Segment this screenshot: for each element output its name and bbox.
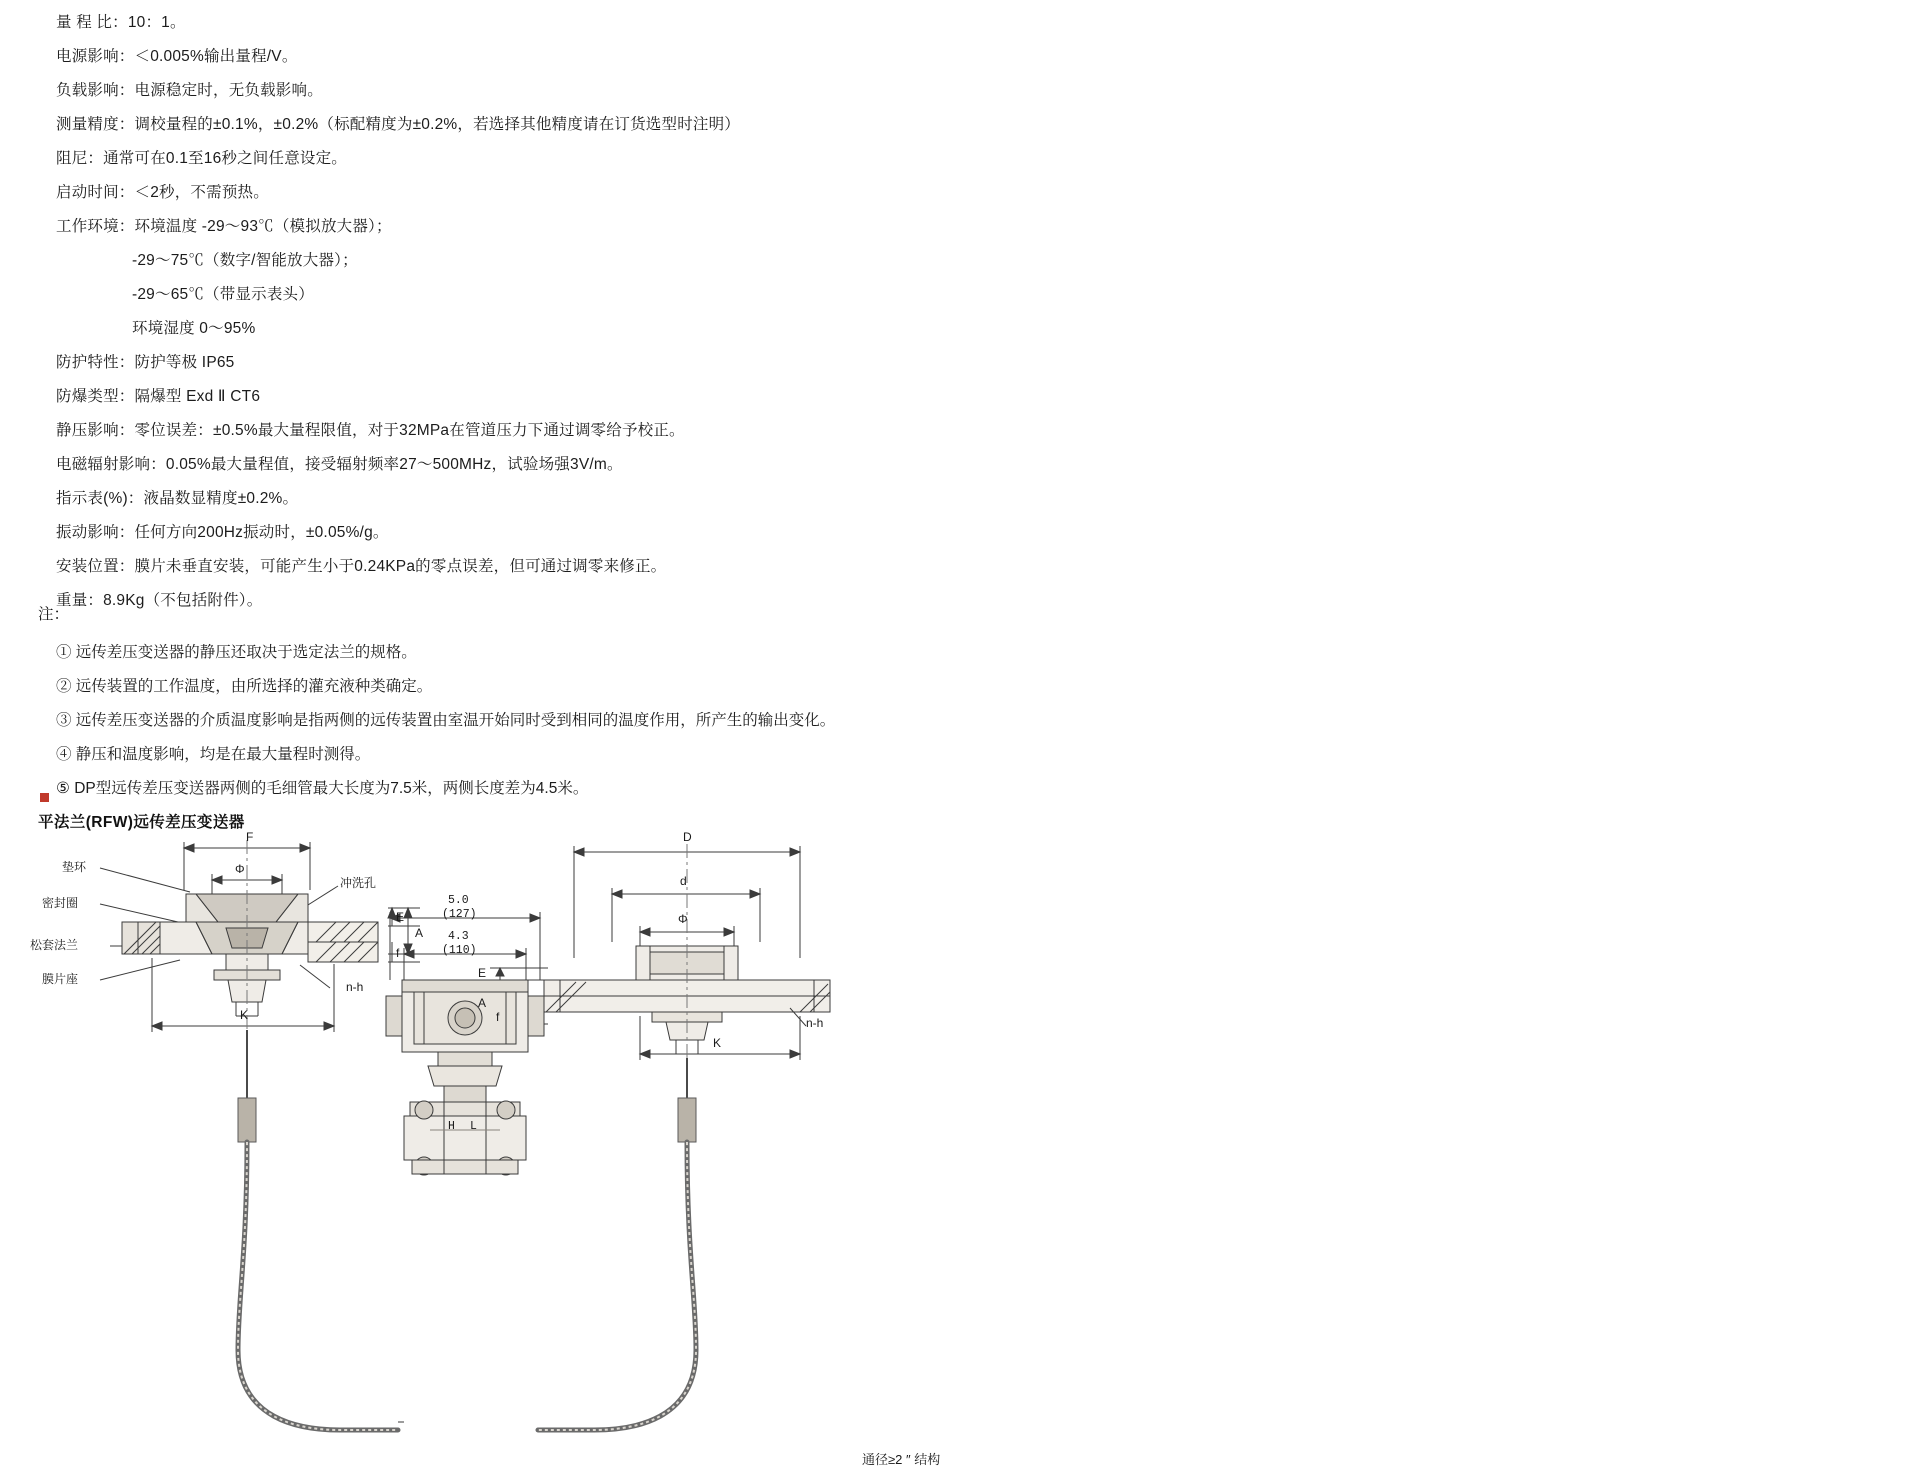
dimension-label: 5.0 — [448, 894, 469, 907]
dimension-label: (110) — [442, 944, 477, 957]
spec-line: -29～65℃（带显示表头） — [132, 286, 314, 303]
spec-line: 电源影响：＜0.005%输出量程/V。 — [56, 48, 298, 65]
dimension-label: f — [496, 1010, 500, 1024]
callout-label: 密封圈 — [42, 896, 79, 910]
section-marker-icon — [40, 793, 49, 802]
note-item: ③ 远传差压变送器的介质温度影响是指两侧的远传装置由室温开始同时受到相同的温度作用，所产生的输出变化。 — [56, 712, 836, 729]
dimension-label: E — [396, 910, 405, 924]
spec-line: 阻尼：通常可在0.1至16秒之间任意设定。 — [56, 150, 347, 167]
spec-line: 量 程 比：10：1。 — [56, 14, 186, 31]
dimension-label: F — [246, 830, 254, 844]
callout-label: 冲洗孔 — [340, 876, 377, 890]
dimension-label: K — [713, 1036, 722, 1050]
spec-line: 电磁辐射影响：0.05%最大量程值，接受辐射频率27～500MHz，试验场强3V/m。 — [56, 456, 623, 473]
callout-label: 垫环 — [62, 860, 87, 874]
notes-list — [56, 636, 1406, 806]
note-item: ② 远传装置的工作温度，由所选择的灌充液种类确定。 — [56, 678, 433, 695]
notes-header: 注： — [38, 606, 70, 623]
spec-line: 测量精度：调校量程的±0.1%，±0.2%（标配精度为±0.2%，若选择其他精度请在订货选型时注明） — [56, 116, 741, 133]
dimension-label: (127) — [442, 908, 477, 921]
specification-list — [56, 6, 1406, 618]
dimension-label: n-h — [346, 980, 364, 994]
spec-line: 振动影响：任何方向200Hz振动时，±0.05%/g。 — [56, 524, 389, 541]
note-item: ⑤ DP型远传差压变送器两侧的毛细管最大长度为7.5米，两侧长度差为4.5米。 — [56, 780, 589, 797]
section-title: 平法兰(RFW)远传差压变送器 — [38, 814, 245, 831]
spec-line: 静压影响：零位误差：±0.5%最大量程限值，对于32MPa在管道压力下通过调零给予校正。 — [56, 422, 685, 439]
note-item: ① 远传差压变送器的静压还取决于选定法兰的规格。 — [56, 644, 417, 661]
port-label-low: L — [470, 1120, 477, 1133]
dimension-label: E — [478, 966, 487, 980]
dimension-label: A — [478, 996, 487, 1010]
dimension-label: A — [415, 926, 424, 940]
note-item: ④ 静压和温度影响，均是在最大量程时测得。 — [56, 746, 371, 763]
drawing-svg — [0, 830, 1920, 1470]
spec-line: 防护特性：防护等极 IP65 — [56, 354, 235, 371]
spec-line: 负载影响：电源稳定时，无负载影响。 — [56, 82, 323, 99]
callout-label: 膜片座 — [42, 972, 79, 986]
technical-drawing — [0, 830, 1920, 1470]
dimension-label: 4.3 — [448, 930, 469, 943]
dimension-label: f — [396, 946, 400, 960]
spec-line: 防爆类型：隔爆型 Exd Ⅱ CT6 — [56, 388, 261, 405]
spec-line: -29～75℃（数字/智能放大器）； — [132, 252, 358, 269]
spec-line: 指示表(%)：液晶数显精度±0.2%。 — [56, 490, 299, 507]
dimension-label: d — [680, 874, 687, 888]
dimension-label: K — [240, 1008, 249, 1022]
dimension-label: Φ — [678, 912, 688, 926]
spec-line: 启动时间：＜2秒，不需预热。 — [56, 184, 269, 201]
figure-caption: 通径≥2 ″ 结构 — [862, 1452, 941, 1467]
spec-line: 安装位置：膜片未垂直安装，可能产生小于0.24KPa的零点误差，但可通过调零来修正。 — [56, 558, 667, 575]
spec-line: 工作环境：环境温度 -29～93℃（模拟放大器）； — [56, 218, 392, 235]
port-label-high: H — [448, 1120, 455, 1133]
spec-line: 重量：8.9Kg（不包括附件）。 — [56, 592, 263, 609]
dimension-label: Φ — [235, 862, 245, 876]
dimension-label: D — [683, 830, 692, 844]
dimension-label: n-h — [806, 1016, 824, 1030]
spec-line: 环境湿度 0～95% — [132, 320, 256, 337]
callout-label: 松套法兰 — [30, 938, 79, 952]
